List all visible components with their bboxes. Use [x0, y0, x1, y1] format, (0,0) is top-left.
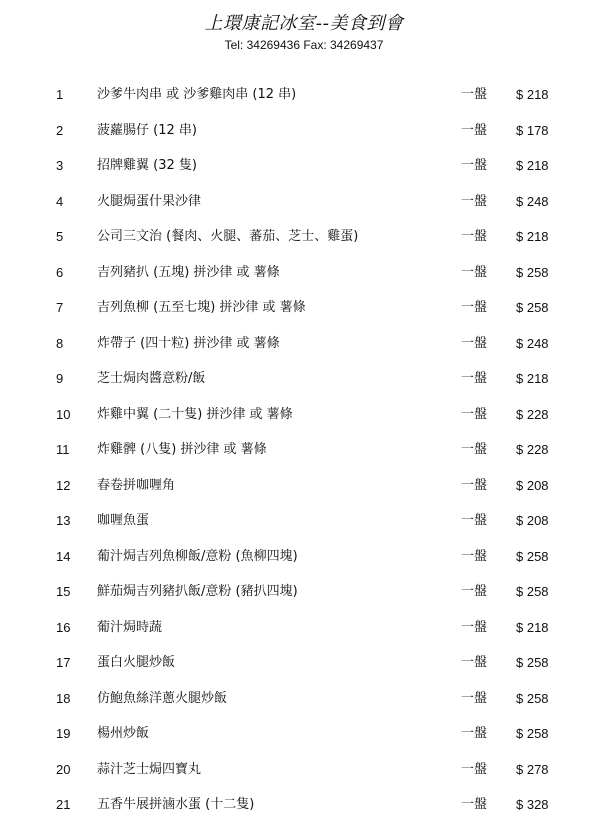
item-number: 2: [56, 122, 64, 138]
item-number: 6: [56, 264, 64, 280]
item-unit: 一盤: [461, 619, 488, 635]
item-unit: 一盤: [461, 371, 488, 386]
item-number: 13: [56, 513, 71, 528]
item-number: 8: [56, 335, 64, 351]
item-name: 沙爹牛肉串 或 沙爹雞肉串 (12 串): [97, 87, 297, 102]
item-price: $ 208: [516, 513, 549, 528]
menu-item: [0, 184, 608, 220]
item-price: $ 218: [516, 229, 549, 244]
item-price: $ 178: [516, 122, 549, 138]
menu-list: [0, 77, 608, 823]
item-price: $ 278: [516, 761, 549, 777]
item-unit: 一盤: [461, 690, 488, 706]
item-name: 吉列豬扒 (五塊) 拼沙律 或 薯條: [97, 264, 280, 280]
item-unit: 一盤: [461, 300, 488, 315]
item-number: 16: [56, 619, 71, 635]
item-unit: 一盤: [461, 406, 488, 422]
item-number: 3: [56, 158, 64, 173]
item-unit: 一盤: [461, 158, 488, 173]
menu-item: [0, 574, 608, 610]
item-name: 公司三文治 (餐肉、火腿、蕃茄、芝士、雞蛋): [97, 229, 359, 244]
item-price: $ 258: [516, 584, 549, 599]
item-name: 五香牛展拼滷水蛋 (十二隻): [97, 797, 255, 812]
item-number: 17: [56, 655, 71, 670]
item-unit: 一盤: [461, 442, 488, 457]
item-number: 20: [56, 761, 71, 777]
menu-item: [0, 290, 608, 326]
item-name: 鮮茄焗吉列豬扒飯/意粉 (豬扒四塊): [97, 584, 298, 599]
item-price: $ 248: [516, 335, 549, 351]
item-name: 菠蘿腸仔 (12 串): [97, 122, 197, 138]
item-name: 炸雞中翼 (二十隻) 拼沙律 或 薯條: [97, 406, 293, 422]
item-price: $ 218: [516, 371, 549, 386]
menu-item: [0, 77, 608, 113]
item-number: 10: [56, 406, 71, 422]
item-name: 吉列魚柳 (五至七塊) 拼沙律 或 薯條: [97, 300, 306, 315]
item-number: 7: [56, 300, 64, 315]
item-number: 15: [56, 584, 71, 599]
item-number: 4: [56, 193, 64, 209]
menu-item: [0, 255, 608, 291]
item-price: $ 258: [516, 655, 549, 670]
menu-item: [0, 397, 608, 433]
item-name: 春卷拼咖喱角: [97, 477, 176, 493]
menu-item: [0, 681, 608, 717]
menu-item: [0, 503, 608, 539]
item-name: 葡汁焗時蔬: [97, 619, 163, 635]
item-number: 11: [56, 442, 70, 457]
item-price: $ 218: [516, 619, 549, 635]
item-unit: 一盤: [461, 87, 488, 102]
item-unit: 一盤: [461, 797, 488, 812]
menu-item: [0, 468, 608, 504]
item-name: 火腿焗蛋什果沙律: [97, 193, 202, 209]
item-unit: 一盤: [461, 477, 488, 493]
item-price: $ 258: [516, 300, 549, 315]
item-name: 招牌雞翼 (32 隻): [97, 158, 197, 173]
item-unit: 一盤: [461, 264, 488, 280]
menu-item: [0, 610, 608, 646]
item-price: $ 228: [516, 406, 549, 422]
menu-item: [0, 752, 608, 788]
menu-item: [0, 787, 608, 823]
item-name: 炸帶子 (四十粒) 拼沙律 或 薯條: [97, 335, 280, 351]
item-price: $ 328: [516, 797, 549, 812]
item-name: 仿鮑魚絲洋蔥火腿炒飯: [97, 690, 228, 706]
item-unit: 一盤: [461, 761, 488, 777]
menu-item: [0, 326, 608, 362]
menu-item: [0, 113, 608, 149]
item-unit: 一盤: [461, 548, 488, 564]
item-number: 12: [56, 477, 71, 493]
menu-item: [0, 539, 608, 575]
item-price: $ 258: [516, 548, 549, 564]
item-price: $ 258: [516, 690, 549, 706]
item-name: 蒜汁芝士焗四寶丸: [97, 761, 202, 777]
item-price: $ 208: [516, 477, 549, 493]
item-unit: 一盤: [461, 584, 488, 599]
item-unit: 一盤: [461, 193, 488, 209]
item-name: 葡汁焗吉列魚柳飯/意粉 (魚柳四塊): [97, 548, 298, 564]
item-price: $ 218: [516, 158, 549, 173]
item-unit: 一盤: [461, 655, 488, 670]
contact-line: Tel: 34269436 Fax: 34269437: [224, 38, 384, 52]
item-unit: 一盤: [461, 229, 488, 244]
item-name: 炸雞髀 (八隻) 拼沙律 或 薯條: [97, 442, 267, 457]
menu-item: [0, 432, 608, 468]
item-unit: 一盤: [461, 726, 488, 741]
item-number: 19: [56, 726, 71, 741]
item-number: 21: [56, 797, 71, 812]
item-price: $ 258: [516, 726, 549, 741]
item-price: $ 228: [516, 442, 549, 457]
menu-item: [0, 716, 608, 752]
menu-item: [0, 148, 608, 184]
menu-item: [0, 361, 608, 397]
item-unit: 一盤: [461, 513, 488, 528]
item-number: 9: [56, 371, 64, 386]
menu-item: [0, 645, 608, 681]
item-unit: 一盤: [461, 122, 488, 138]
item-number: 5: [56, 229, 64, 244]
page-title: 上環康記冰室--美食到會: [204, 13, 404, 34]
item-price: $ 258: [516, 264, 549, 280]
item-number: 1: [56, 87, 64, 102]
item-number: 14: [56, 548, 71, 564]
menu-item: [0, 219, 608, 255]
item-price: $ 218: [516, 87, 549, 102]
item-name: 咖喱魚蛋: [97, 513, 150, 528]
item-name: 芝士焗肉醬意粉/飯: [97, 371, 206, 386]
item-name: 楊州炒飯: [97, 726, 150, 741]
item-price: $ 248: [516, 193, 549, 209]
item-number: 18: [56, 690, 71, 706]
item-unit: 一盤: [461, 335, 488, 351]
item-name: 蛋白火腿炒飯: [97, 655, 176, 670]
